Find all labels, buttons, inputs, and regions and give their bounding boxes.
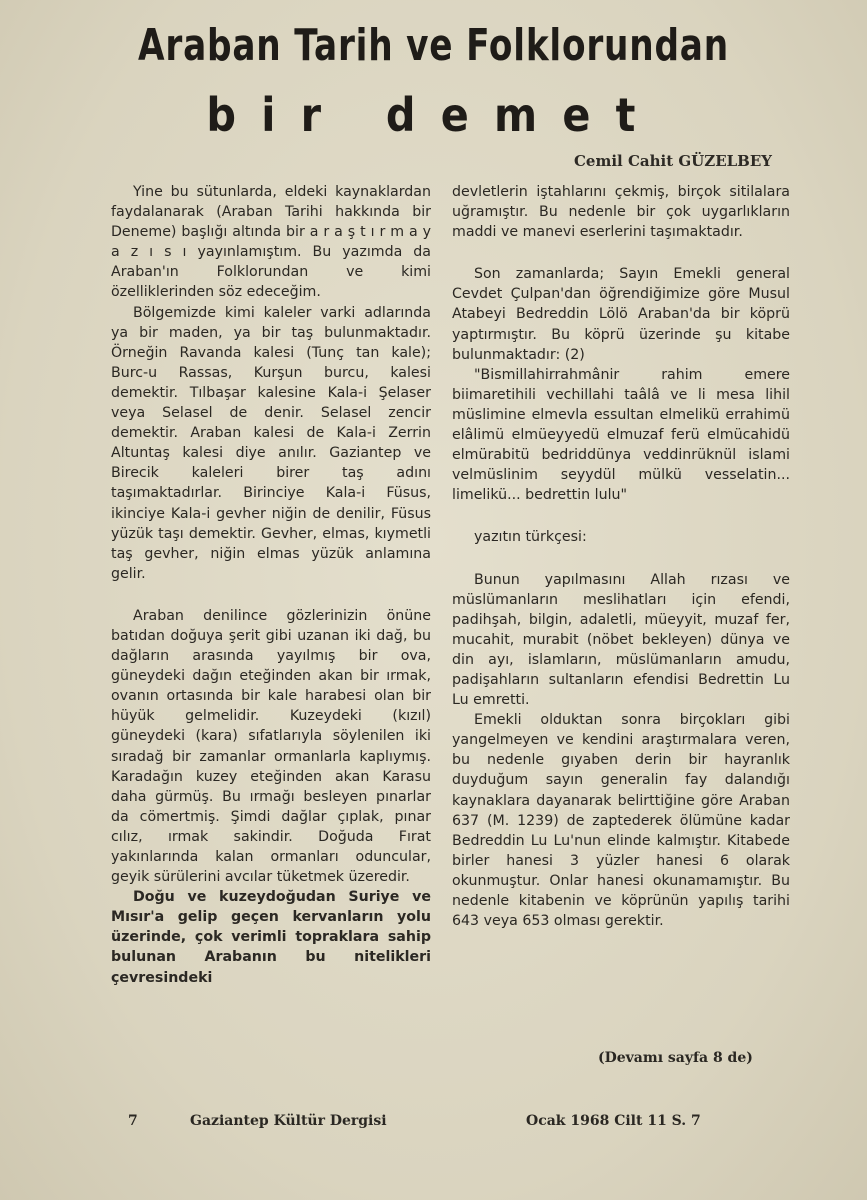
page-number: 7 [128, 1113, 138, 1129]
translation-label: yazıtın türkçesi: [474, 529, 587, 546]
paragraph: Doğu ve kuzeydoğudan Suriye ve Mısır'a gelip geçen kervanların yolu üzerinde, çok verimli topraklara sahip bulunan Arabanın bu nitelikleri çevresindeki [111, 889, 431, 986]
paragraph: Bunun yapılmasını Allah rızası ve müslümanların meslihatları için efendi, padihşah, bilgin, adaletli, müeyyit, muzaf fer, mucahit, murabit (nöbet bekleyen) dünya ve din ayı, islamların, müslümanların amudu, padişahların sultanların efendisi Bedrettin Lu Lu emretti. [452, 571, 790, 709]
article-title-line2: bir demet [206, 88, 661, 142]
paragraph: Yine bu sütunlarda, eldeki kaynaklardan faydalanarak (Araban Tarihi hakkında bir Deneme) başlığı altında bir a r a ş t ı r m a y a z ı s ı yayınlamıştım. Bu yazımda da Araban'ın Folklorundan ve kimi özelliklerinden söz edeceğim. [111, 184, 431, 301]
paragraph: Bölgemizde kimi kaleler varki adlarında ya bir maden, ya bir taş bulunmaktadır. Örneğin Ravanda kalesi (Tunç tan kale); Burc-u Rassas, Kurşun burcu, kalesi demektir. Tılbaşar kalesine Kala-i Şelaser veya Selasel de denir. Selasel zencir demektir. Araban kalesi de Kala-i Zerrin Altuntaş kalesi diye anılır. Gaziantep ve Birecik kaleleri birer taş adını taşımaktadırlar. Birinciye Kala-i Füsus, ikinciye Kala-i gevher niğin de denilir, Füsus yüzük taşı demektir. Gevher, elmas, kıymetli taş gevher, niğin elmas yüzük anlamına gelir. [111, 304, 431, 582]
inscription-text: "Bismillahirrahmânir rahim emere biimaretihili vechillahi taâlâ ve li mesa lihil müslimine elmevla essultan elmelikü errahimü elâlimü elmüeyyedü elmuzaf ferü elmücahidü elmürabitü bedriddünya veddinrüknül islami velmüslinim seyydül mülkü vesselatin... limelikü... bedrettin lulu" [452, 366, 790, 504]
right-column [452, 182, 790, 931]
paragraph: Emekli olduktan sonra birçokları gibi yangelmeyen ve kendini araştırmalara veren, bu nedenle gıyaben derin bir hayranlık duyduğum sayın generalin fay dalandığı kaynaklara dayanarak belirttiğine göre Araban 637 (M. 1239) de zaptederek ölümüne kadar Bedreddin Lu Lu'nun elinde kalmıştır. Kitabede birler hanesi 3 yüzler hanesi 6 olarak okunmuştur. Onlar hanesi okunamamıştır. Bu nedenle kitabenin ve köprünün yapılış tarihi 643 veya 653 olması gerektir. [452, 712, 790, 930]
author-name: Cemil Cahit GÜZELBEY [573, 152, 772, 170]
magazine-name: Gaziantep Kültür Dergisi [190, 1113, 387, 1129]
continued-note: (Devamı sayfa 8 de) [598, 1050, 753, 1066]
paragraph: devletlerin iştahlarını çekmiş, birçok sitilalara uğramıştır. Bu nedenle bir çok uygarlıkların maddi ve manevi eserlerini taşımaktadır. [452, 184, 790, 241]
article-title-line1: Araban Tarih ve Folklorundan [138, 20, 729, 71]
issue-info: Ocak 1968 Cilt 11 S. 7 [526, 1113, 701, 1129]
paragraph: Son zamanlarda; Sayın Emekli general Cevdet Çulpan'dan öğrendiğimize göre Musul Atabeyi Bedreddin Lölö Araban'da bir köprü yaptırmıştır. Bu köprü üzerinde şu kitabe bulunmaktadır: (2) [452, 266, 790, 363]
paragraph: Araban denilince gözlerinizin önüne batıdan doğuya şerit gibi uzanan iki dağ, bu dağların arasında yayılmış bir ova, güneydeki dağın eteğinden akan bir ırmak, ovanın ortasında bir kale harabesi olan bir hüyük gelmelidir. Kuzeydeki (kızıl) güneydeki (kara) sıfatlarıyla söylenilen iki sıradağ bir zamanlar ormanlarla kaplıymış. Karadağın kuzey eteğinden akan Karasu daha gürmüş. Bu ırmağı besleyen pınarlar da cömertmiş. Şimdi dağlar çıplak, pınar cılız, ırmak sakindir. Doğuda Fırat yakınlarında kalan ormanları oduncular, geyik sürülerini avcılar tüketmek üzeredir. [111, 607, 431, 886]
left-column [111, 182, 431, 988]
